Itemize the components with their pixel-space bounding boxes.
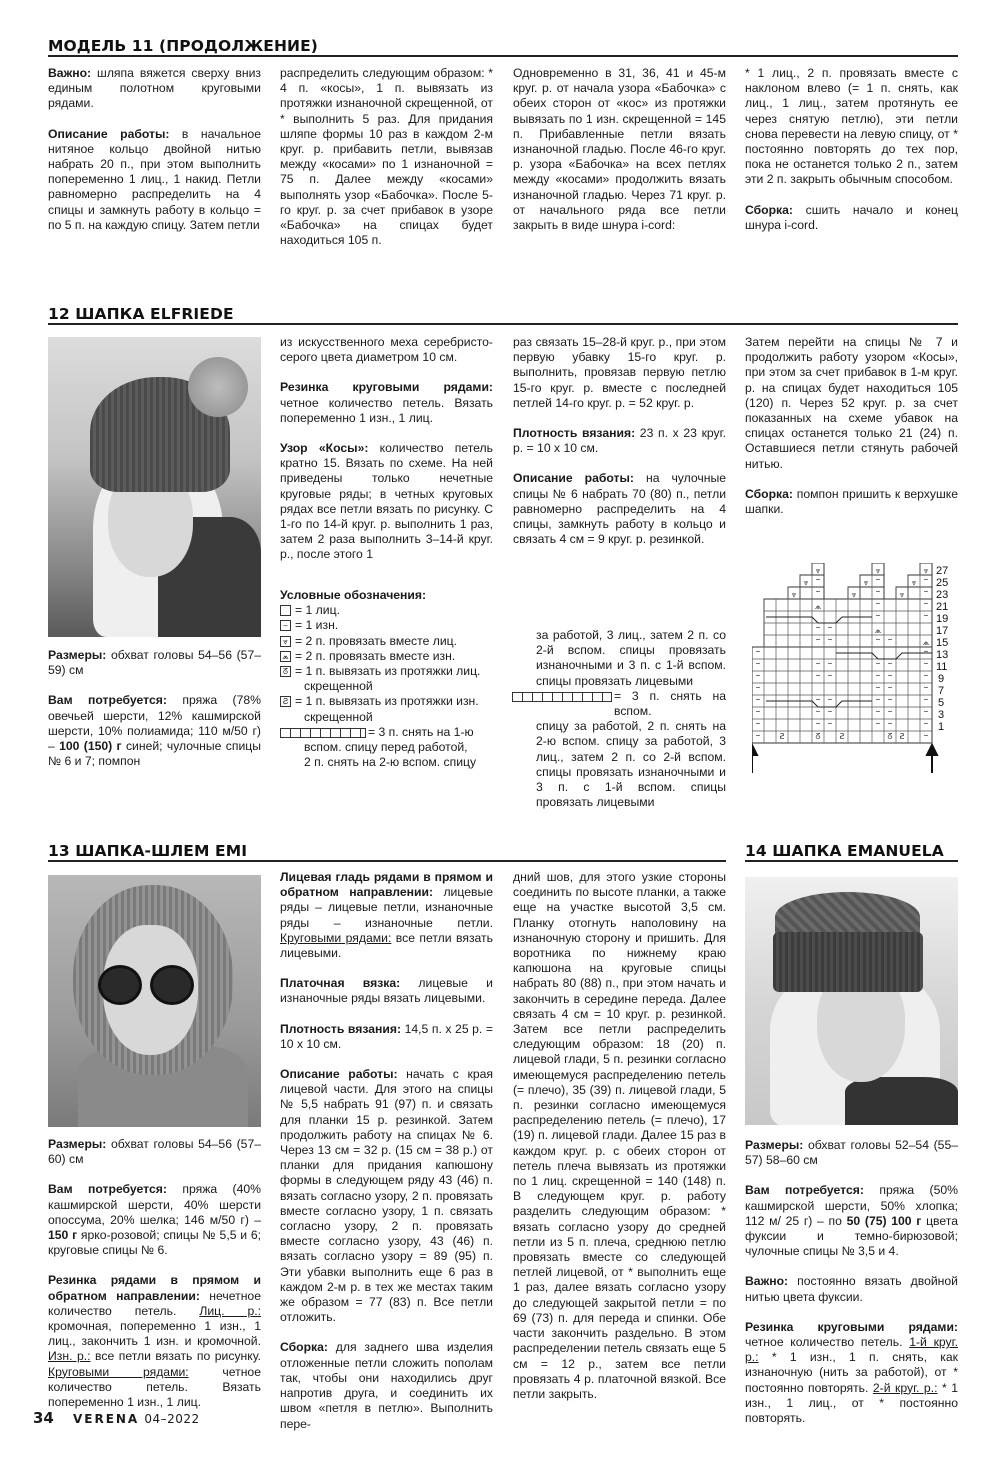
label-rib: Резинка круговыми рядами:: [280, 380, 493, 395]
svg-text:–: –: [923, 658, 929, 669]
m1-knit-twisted-icon: ᘔ: [280, 666, 291, 677]
svg-text:–: –: [923, 706, 929, 717]
purl-square-icon: –: [280, 620, 291, 631]
legend-item: [512, 689, 726, 719]
model12-column-1: [48, 648, 261, 784]
text: начать с края лицевой части. Для этого на спицы № 5,5 набрать 91 (97) п. и связать для планки 15 р. резинкой. Затем продолжить работу на спицах № 6. Через 13 см = 32 р. (15 см = 38 р.) от планки для придания капюшону формы в следующем ряду 43 (46) п. вязать согласно узору, 2 п. провязать вместе согласно узору, 1 п. связать согласно узору, 2 п. провязать вместе согласно узору, 43 (46) п. вязать согласно узору = 89 (95) п. Эти убавки выполнить еще 6 раз в каждом 2-м р. в тех же местах таким же образом = 77 (83) п. Все петли отложить.: [280, 1067, 493, 1325]
text: в начальное нитяное кольцо двойной нитью набрать 20 п., при этом выполнить попеременно 1 лиц., 1 накид. Петли равномерно распределить на 4 спицы и замкнуть работу в кольцо = по 5 п. на каждую спицу. Затем петли: [48, 126, 261, 232]
text: * 1 лиц., 2 п. провязать вместе с наклоном влево (= 1 п. снять, как лиц., 1 лиц., затем протянуть ее через снятую петлю), эти петли снова перевести на левую спицу, от * постоянно повторять до тех пор, пока не останется только 2 п., затем эти 2 п. закрыть обычным способом.: [745, 66, 958, 187]
section-title-model11: МОДЕЛЬ 11 (ПРОДОЛЖЕНИЕ): [48, 37, 318, 55]
svg-text:–: –: [827, 658, 833, 669]
text: Круговыми рядами:: [48, 1364, 189, 1379]
text: шляпа вяжется сверху вниз единым полотном круговыми рядами.: [48, 66, 261, 111]
svg-text:–: –: [875, 610, 881, 621]
label-materials: Вам потребуется:: [745, 1183, 864, 1198]
svg-text:–: –: [887, 670, 893, 681]
label-assembly: Сборка:: [745, 202, 793, 217]
label-assembly: Сборка:: [280, 1340, 328, 1355]
text: * 1 изн., 1 лиц., от * постоянно повторять.: [745, 1380, 958, 1426]
text: скрещенной: [304, 709, 373, 724]
label-description: Описание работы:: [280, 1067, 398, 1082]
label-gauge: Плотность вязания:: [280, 1021, 402, 1036]
svg-text:27: 27: [936, 565, 949, 577]
cable-front-icon: [280, 728, 366, 738]
text: 23 п. х 23 круг. р. = 10 х 10 см.: [513, 426, 726, 456]
legend-item: [280, 634, 500, 649]
knit-square-icon: [280, 605, 291, 616]
label-materials: Вам потребуется:: [48, 1182, 167, 1197]
page-number: 34: [33, 1409, 54, 1427]
label-garter: Платочная вязка:: [280, 976, 401, 991]
svg-text:–: –: [815, 694, 821, 705]
svg-text:–: –: [923, 646, 929, 657]
section-rule: [48, 860, 726, 862]
text: = 1 п. вывязать из протяжки изн.: [295, 694, 479, 709]
svg-text:–: –: [827, 706, 833, 717]
text: обхват головы 52–54 (55–57) 58–60 см: [745, 1138, 958, 1168]
svg-text:–: –: [923, 682, 929, 693]
model13-column-2: [280, 870, 493, 1447]
svg-text:–: –: [875, 586, 881, 597]
text: все петли вязать по рисунку.: [90, 1349, 261, 1364]
section-title-model14: 14 ШАПКА EMANUELA: [745, 842, 944, 860]
svg-text:–: –: [887, 682, 893, 693]
legend-title: Условные обозначения:: [280, 588, 427, 602]
svg-text:21: 21: [936, 601, 949, 613]
svg-text:–: –: [755, 670, 761, 681]
model14-column: [745, 1138, 958, 1441]
text: все петли вязать лицевыми.: [280, 930, 493, 961]
cable-back-icon: [512, 692, 612, 702]
knitting-chart: [752, 563, 962, 778]
svg-text:7: 7: [938, 685, 945, 697]
yarn-amount: 100 (150) г: [59, 739, 122, 754]
svg-text:–: –: [815, 658, 821, 669]
model11-column-2: [280, 66, 493, 263]
svg-text:–: –: [815, 706, 821, 717]
label-cable-pattern: Узор «Косы»:: [280, 441, 369, 456]
svg-text:19: 19: [936, 613, 949, 625]
svg-text:–: –: [827, 622, 833, 633]
svg-text:–: –: [887, 718, 893, 729]
svg-text:5: 5: [938, 697, 945, 709]
text: лицевые и изнаночные ряды вязать лицевыми.: [280, 976, 493, 1006]
svg-text:–: –: [815, 586, 821, 597]
label-sizes: Размеры:: [745, 1138, 804, 1152]
svg-text:⩔: ⩔: [875, 566, 881, 575]
svg-text:–: –: [875, 574, 881, 585]
text: распределить следующим образом: * 4 п. «косы», 1 п. вывязать из протяжки изнаночной скрещенной, от * выполнить 5 раз. Для придания шляпе формы 10 раз в каждом 2-м круг. р. прибавить петли, вывязав между «косами» по 1 изнаночной = 75 п. Далее между «косами» выполнять узор «Бабочка». После 5-го круг. р. за счет прибавок в узоре «Бабочка» на спицах будет находиться 105 п.: [280, 66, 493, 248]
legend-item: [280, 694, 500, 709]
svg-text:3: 3: [938, 709, 945, 721]
yarn-amount: 150 г: [48, 1228, 78, 1243]
text: для заднего шва изделия отложенные петли сложить пополам так, чтобы они находились друг напротив друга, и соединить их швом «петля в петлю». Выполнить пере-: [280, 1340, 493, 1431]
model12-column-4: [745, 335, 958, 532]
yarn-amount: 50 (75) 100 г: [846, 1213, 922, 1228]
svg-text:⩔: ⩔: [911, 578, 917, 587]
section-title-model12: 12 ШАПКА ELFRIEDE: [48, 305, 234, 323]
text: пряжа (40% кашмирской шерсти, 40% шерсти опоссума, 20% шелка; 146 м/50 г) –: [48, 1182, 261, 1227]
svg-text:15: 15: [936, 637, 949, 649]
svg-text:9: 9: [938, 673, 945, 685]
svg-text:ᘔ: ᘔ: [815, 732, 821, 741]
label-important: Важно:: [48, 66, 92, 80]
svg-text:⩔: ⩔: [815, 566, 821, 575]
svg-text:–: –: [923, 574, 929, 585]
label-sizes: Размеры:: [48, 1137, 107, 1151]
svg-text:–: –: [923, 670, 929, 681]
text: сшить начало и конец шнура i-cord.: [745, 202, 958, 232]
svg-text:–: –: [923, 598, 929, 609]
label-description: Описание работы:: [513, 471, 634, 486]
legend-item: [280, 725, 500, 740]
text: вспом. спицу перед работой,: [304, 740, 468, 755]
svg-text:–: –: [755, 658, 761, 669]
text: помпон пришить к верхушке шапки.: [745, 486, 958, 517]
text: Лиц. р.:: [199, 1303, 262, 1318]
magazine-name: VERENA: [72, 1412, 140, 1426]
text: дний шов, для этого узкие стороны соединить по высоте планки, а также еще на участке высотой 3,5 см. Планку отогнуть наполовину на изнаночную сторону и пришить. Для воротника по нижнему краю капюшона на круговые спицы набрать 80 (88) п., при этом начать и закончить в середине переда. Далее связать 4 см = 10 круг. р. резинкой. Затем все петли распределить следующим образом: 18 (20) п. лицевой глади, 5 п. резинки согласно имеющемуся распределению петель (= плечо), 35 (39) п. лицевой глади, 5 п. резинки согласно имеющемуся распределению петель (= плечо), 17 (19) п. лицевой глади. Далее 15 раз в каждом круг. р. с обеих сторон от петель плеча вывязать из протяжки по 1 лиц. скрещенной = 140 (148) п. В следующем круг. р. работу разделить следующим образом: * вязать согласно узору до средней петли из 5 п. плеча, среднюю петлю провязать вместе со следующей петлей лицевой, от * выполнить еще 1 раз, далее вязать согласно узору до следующей закрытой петли = по 69 (73) п. для переда и спинки. Обе части закончить раздельно. В этом распределении петель связать еще 5 см = 12 р., затем все петли провязать 4 р. платочной вязкой. Все петли закрыть.: [513, 870, 726, 1401]
svg-text:Ƨ: Ƨ: [839, 732, 845, 741]
text: 1-й круг. р.:: [745, 1335, 958, 1365]
label-important: Важно:: [745, 1274, 789, 1289]
text: = 3 п. снять на 1-ю: [368, 724, 474, 739]
svg-text:23: 23: [936, 589, 949, 601]
svg-text:–: –: [875, 682, 881, 693]
svg-text:⩕: ⩕: [922, 638, 930, 647]
svg-text:⩔: ⩔: [851, 590, 857, 599]
text: четное количество петель. Вязать попеременно 1 изн., 1 лиц.: [48, 1364, 261, 1410]
svg-text:–: –: [755, 646, 761, 657]
text: пряжа (78% овечьей шерсти, 12% кашмирской шерсти, 10% полиамида; 110 м/50 г) –: [48, 693, 261, 754]
text: количество петель кратно 15. Вязать по схеме. На ней приведены только нечетные круговые ряды; в четных круговых рядах все петли вязать по рисунку. С 1-го по 14-й круг. р. выполнить 1 раз, затем 2 раза выполнить 3–14-й круг. р., после этого 1: [280, 441, 493, 562]
svg-text:⩔: ⩔: [923, 566, 929, 575]
k2tog-icon: ⩔: [280, 636, 291, 647]
text: Круговыми рядами:: [280, 930, 392, 945]
model12-column-3: [513, 335, 726, 562]
chart-legend-continued: [536, 628, 726, 810]
svg-text:–: –: [827, 718, 833, 729]
svg-text:–: –: [755, 706, 761, 717]
svg-text:17: 17: [936, 625, 949, 637]
section-rule: [48, 55, 958, 57]
svg-text:⩔: ⩔: [791, 590, 797, 599]
svg-text:⩕: ⩕: [874, 626, 882, 635]
svg-text:1: 1: [938, 721, 945, 733]
svg-text:–: –: [875, 598, 881, 609]
text: ярко-розовой; спицы № 5,5 и 6; круговые спицы № 6.: [48, 1228, 261, 1258]
text: 2 п. снять на 2-ю вспом. спицу: [304, 755, 477, 770]
text: на чулочные спицы № 6 набрать 70 (80) п., петли равномерно распределить на 4 спицы, замкнуть работу в кольцо и связать 4 см = 9 круг. р. резинкой.: [513, 471, 726, 547]
text: = 3 п. снять на вспом.: [614, 688, 726, 719]
label-rib: Резинка круговыми рядами:: [745, 1319, 958, 1334]
label-assembly: Сборка:: [745, 486, 793, 501]
section-title-model13: 13 ШАПКА-ШЛЕМ EMI: [48, 842, 248, 860]
text: постоянно вязать двойной нитью цвета фуксии.: [745, 1274, 958, 1304]
svg-text:–: –: [827, 694, 833, 705]
svg-text:–: –: [923, 586, 929, 597]
text: синей; чулочные спицы № 6 и 7; помпон: [48, 739, 261, 769]
text: Одновременно в 31, 36, 41 и 45-м круг. р. от начала узора «Бабочка» с обеих сторон от «кос» из протяжки вывязать по 1 изн. скрещенной = 145 п. Прибавленные петли вязать изнаночной гладью. После 46-го круг. р. узора «Бабочка» на всех петлях между «косами» продолжить вязать изнаночной гладью. Через 71 круг. р. от начального ряда все петли закрыть в виде шнура i-cord:: [513, 66, 726, 233]
svg-text:–: –: [755, 730, 761, 741]
photo-emanuela-hat: [745, 877, 958, 1125]
text: 14,5 п. х 25 р. = 10 х 10 см.: [280, 1021, 493, 1051]
text: цвета фуксии и темно-бирюзовой; чулочные спицы № 3,5 и 4.: [745, 1213, 958, 1259]
svg-text:–: –: [827, 670, 833, 681]
text: = 1 лиц.: [295, 603, 340, 618]
legend-item: [280, 649, 500, 664]
legend-item: [280, 603, 500, 618]
svg-text:–: –: [815, 574, 821, 585]
section-rule: [48, 323, 958, 325]
svg-text:–: –: [875, 718, 881, 729]
chart-legend: [280, 588, 500, 770]
model13-column-1: [48, 1137, 261, 1425]
svg-text:–: –: [815, 670, 821, 681]
svg-text:–: –: [875, 706, 881, 717]
svg-text:⩔: ⩔: [863, 578, 869, 587]
issue-number: 04–2022: [144, 1412, 200, 1426]
label-sizes: Размеры:: [48, 648, 107, 662]
svg-text:⩔: ⩔: [899, 590, 905, 599]
page-footer: [33, 1408, 200, 1427]
text: обхват головы 54–56 (57–59) см: [48, 648, 261, 678]
text: четное количество петель.: [745, 1335, 910, 1350]
svg-text:–: –: [923, 730, 929, 741]
text: скрещенной: [304, 679, 373, 694]
svg-text:ᘔ: ᘔ: [887, 732, 893, 741]
text: из искусственного меха серебристо-серого цвета диаметром 10 см.: [280, 335, 493, 365]
svg-text:13: 13: [936, 649, 949, 661]
text: спицу за работой, 2 п. снять на 2-ю вспом. спицу за работой, 3 лиц., затем 2 п. со 2-й вспом. спицы провязать изнаночными и 3 п. с 1-й вспом. спицы провязать лицевыми: [536, 719, 726, 810]
text: пряжа (50% кашмирской шерсти, 50% хлопка; 112 м/ 25 г) – по: [745, 1183, 958, 1228]
text: = 2 п. провязать вместе лиц.: [295, 633, 458, 648]
text: 2-й круг. р.:: [872, 1380, 938, 1395]
svg-text:25: 25: [936, 577, 949, 589]
text: Затем перейти на спицы № 7 и продолжить работу узором «Косы», при этом за счет прибавок в 1-м круг. р. на спицах будет находиться 105 (120) п. Через 52 круг. р. за счет показанных на схеме убавок на спицах останется только 21 (24) п. Оставшиеся петли стянуть рабочей нитью.: [745, 335, 958, 471]
text: за работой, 3 лиц., затем 2 п. со 2-й вспом. спицы провязать изнаночными и 3 п. с 1-й вспом. спицы провязать лицевыми: [536, 628, 726, 688]
svg-text:–: –: [827, 634, 833, 645]
svg-text:–: –: [815, 718, 821, 729]
text: четное количество петель. Вязать попеременно 1 изн., 1 лиц.: [280, 395, 493, 425]
photo-emi-balaclava: [48, 875, 261, 1127]
legend-item: [280, 664, 500, 679]
label-materials: Вам потребуется:: [48, 693, 167, 708]
text: нечетное количество петель.: [48, 1288, 261, 1318]
svg-text:–: –: [887, 658, 893, 669]
text: = 1 изн.: [295, 618, 339, 633]
svg-text:11: 11: [936, 661, 948, 673]
legend-item: [280, 618, 500, 633]
svg-text:–: –: [755, 718, 761, 729]
model11-column-1: [48, 66, 261, 248]
section-rule: [745, 860, 958, 862]
text: обхват головы 54–56 (57–60) см: [48, 1137, 261, 1167]
photo-elfriede-hat: [48, 337, 261, 637]
svg-text:–: –: [887, 706, 893, 717]
model11-column-4: [745, 66, 958, 248]
svg-text:–: –: [887, 694, 893, 705]
m1-purl-twisted-icon: Ƨ: [280, 696, 291, 707]
svg-text:–: –: [875, 670, 881, 681]
svg-text:Ƨ: Ƨ: [779, 732, 785, 741]
svg-text:–: –: [875, 658, 881, 669]
label-stockinette: Лицевая гладь рядами в прямом и обратном направлении:: [280, 870, 493, 900]
svg-text:–: –: [887, 634, 893, 645]
svg-text:–: –: [755, 682, 761, 693]
svg-text:–: –: [923, 718, 929, 729]
text: * 1 изн., 1 п. снять, как изнаночную (нить за работой), от * постоянно повторять.: [745, 1350, 958, 1395]
text: лицевые ряды – лицевые петли, изнаночные ряды – изнаночные петли.: [280, 885, 493, 930]
model13-column-3: [513, 870, 726, 1417]
p2tog-icon: ⩕: [280, 651, 291, 662]
text: кромочная, попеременно 1 изн., 1 лиц., закончить 1 изн. и кромочной.: [48, 1319, 261, 1349]
label-rib: Резинка рядами в прямом и обратном направлении:: [48, 1273, 261, 1303]
svg-text:⩔: ⩔: [803, 578, 809, 587]
svg-text:–: –: [923, 610, 929, 621]
svg-text:–: –: [875, 694, 881, 705]
label-description: Описание работы:: [48, 126, 170, 141]
text: = 2 п. провязать вместе изн.: [295, 648, 456, 663]
svg-text:⩕: ⩕: [814, 602, 822, 611]
svg-text:–: –: [875, 634, 881, 645]
svg-text:–: –: [923, 694, 929, 705]
label-gauge: Плотность вязания:: [513, 426, 636, 441]
model11-column-3: [513, 66, 726, 248]
svg-text:–: –: [815, 622, 821, 633]
svg-text:Ƨ: Ƨ: [899, 732, 905, 741]
svg-text:–: –: [815, 634, 821, 645]
text: раз связать 15–28-й круг. р., при этом первую убавку 15-го круг. р. выполнить, провязав первую петлю 15-го круг. р. вместе с последней петлей 14-го круг. р. = 52 круг. р.: [513, 335, 726, 410]
text: = 1 п. вывязать из протяжки лиц.: [295, 664, 481, 679]
text: Изн. р.:: [48, 1349, 91, 1364]
model12-column-2: [280, 335, 493, 578]
svg-text:–: –: [755, 694, 761, 705]
